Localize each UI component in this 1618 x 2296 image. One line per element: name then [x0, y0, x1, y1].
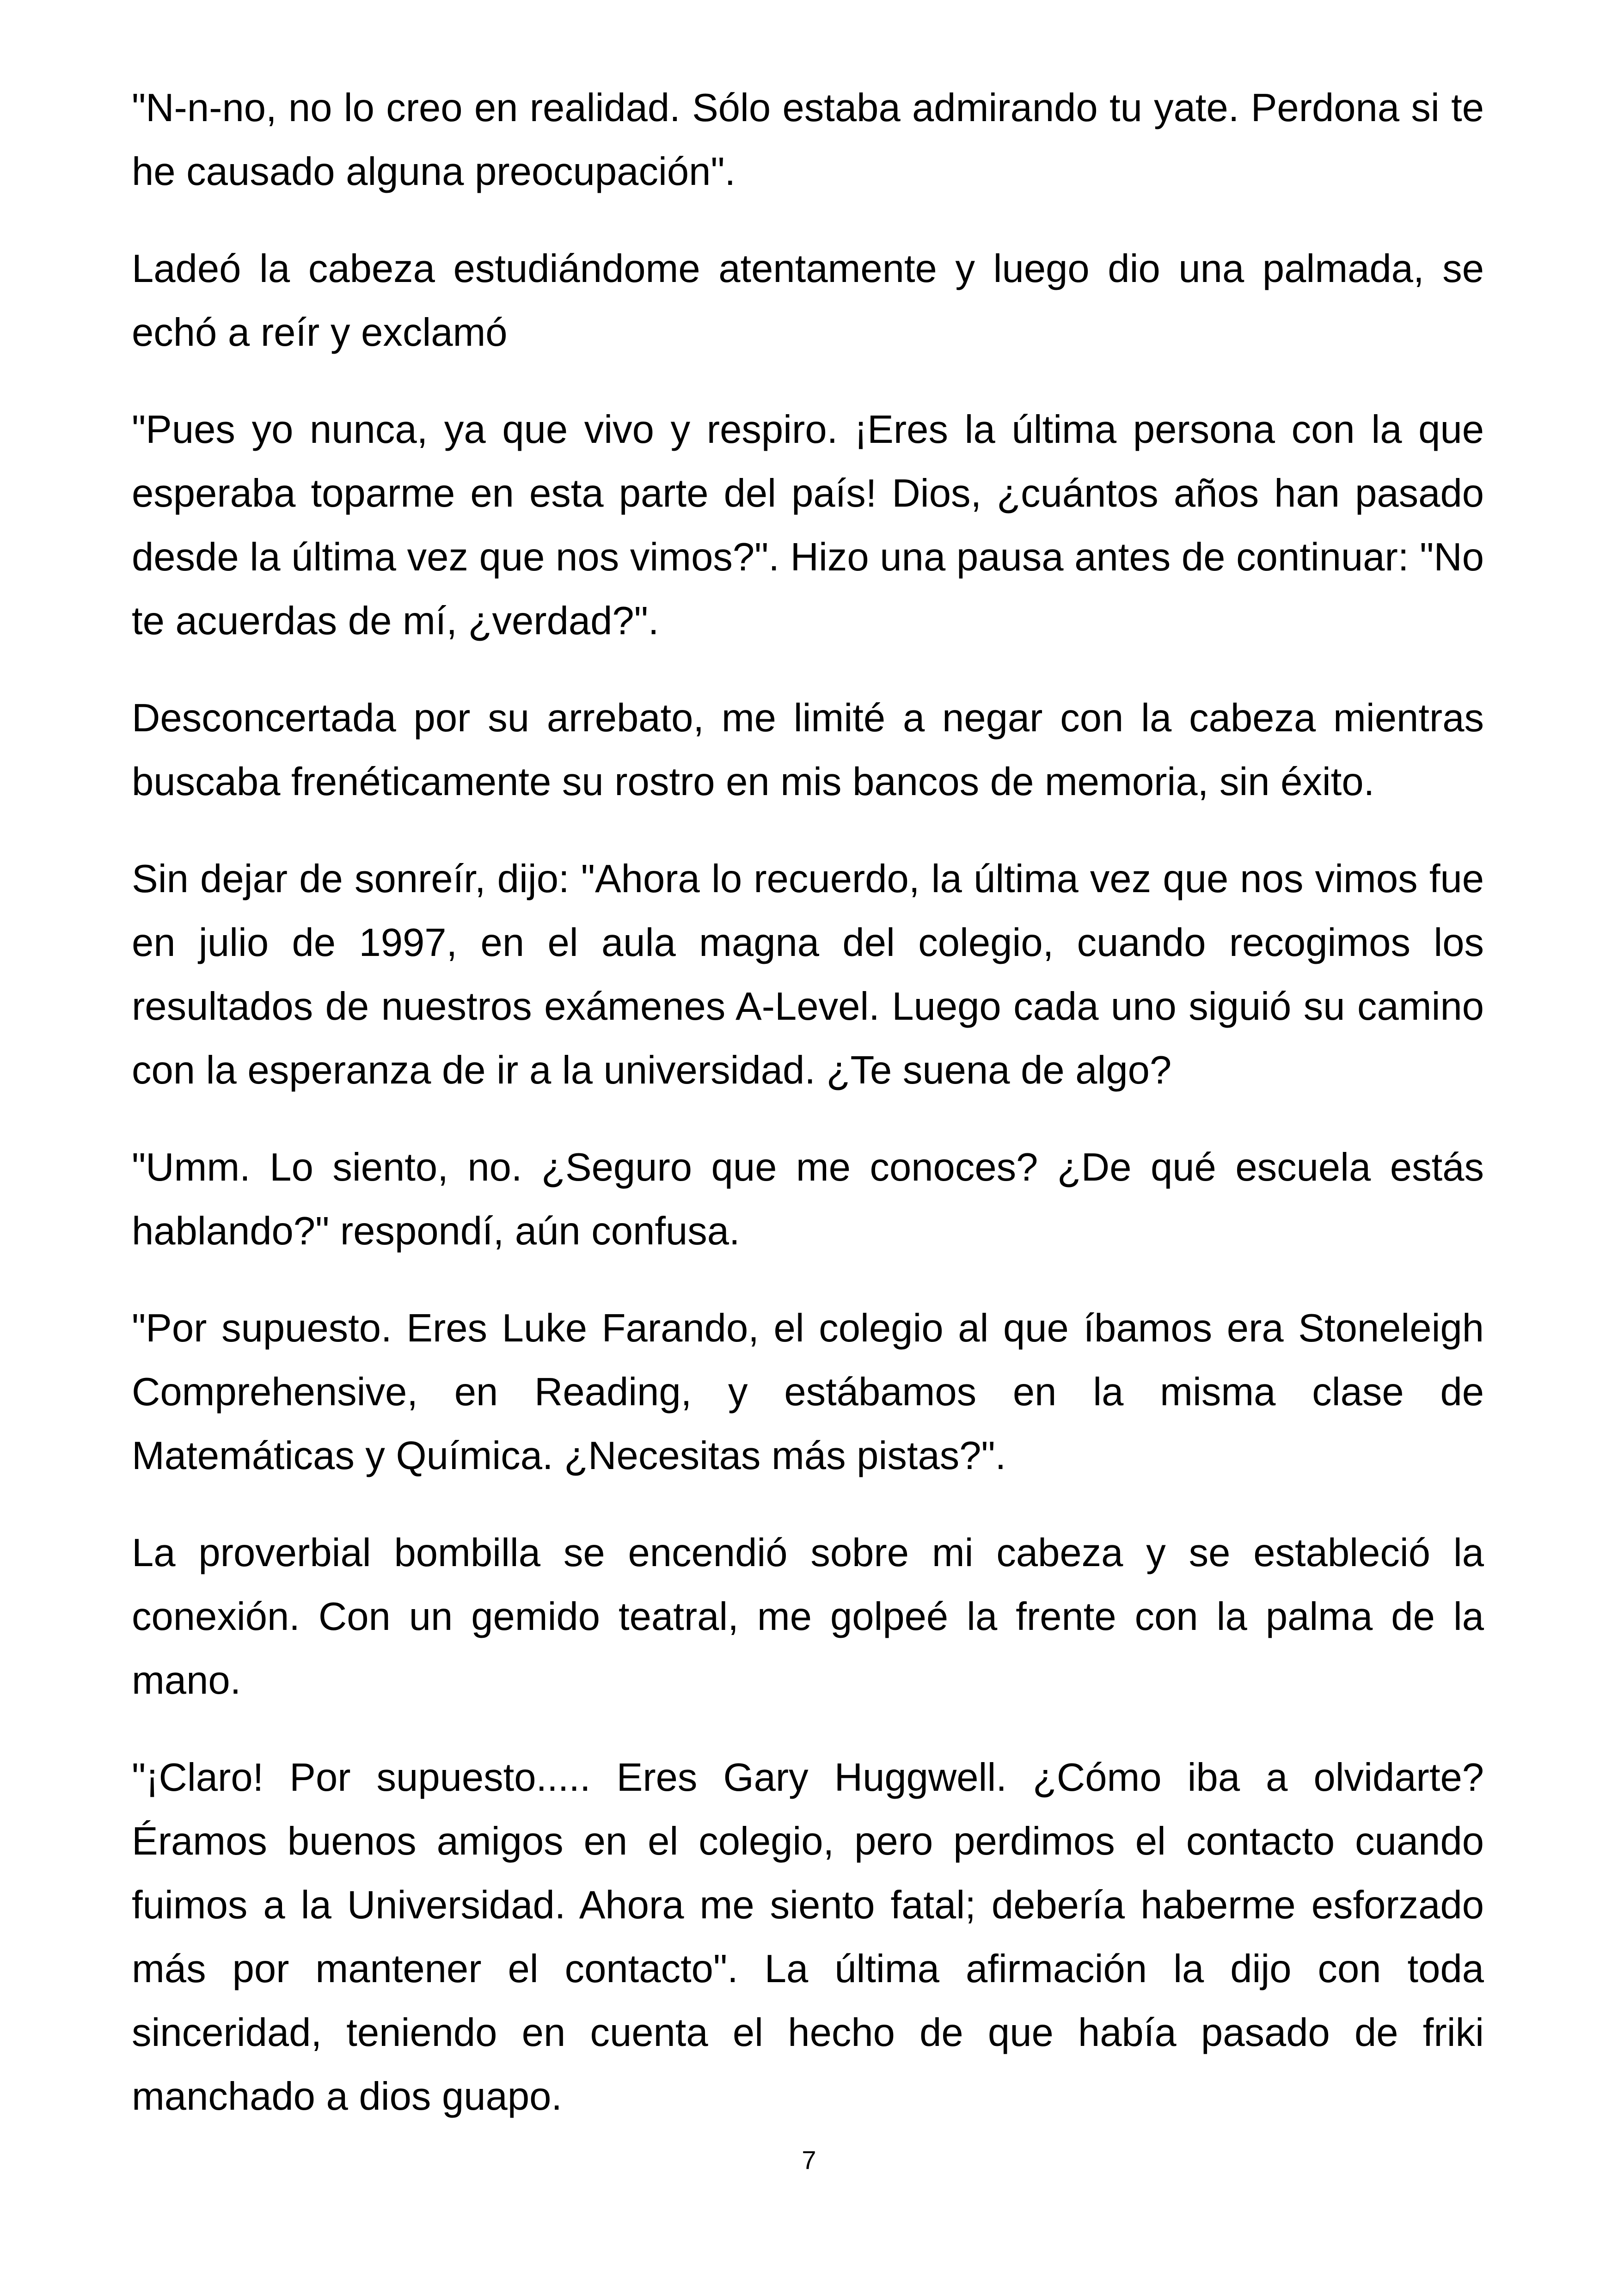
paragraph-5: Sin dejar de sonreír, dijo: "Ahora lo recuerdo, la última vez que nos vimos fue en julio de 1997, en el aula magna del colegio, cuando recogimos los resultados de nuestros exámenes A-Level. Luego cada uno siguió su camino con la esperanza de ir a la universidad. ¿Te suena de algo?: [132, 857, 1484, 1092]
paragraph-9: "¡Claro! Por supuesto..... Eres Gary Huggwell. ¿Cómo iba a olvidarte? Éramos buenos amigos en el colegio, pero perdimos el contacto cuando fuimos a la Universidad. Ahora me siento fatal; debería haberme esforzado más por mantener el contacto". La última afirmación la dijo con toda sinceridad, teniendo en cuenta el hecho de que había pasado de friki manchado a dios guapo.: [132, 1756, 1484, 2118]
paragraph-7: "Por supuesto. Eres Luke Farando, el colegio al que íbamos era Stoneleigh Comprehensive, en Reading, y estábamos en la misma clase de Matemáticas y Química. ¿Necesitas más pistas?".: [132, 1306, 1484, 1478]
page-number: 7: [802, 2145, 816, 2174]
paragraph-6: "Umm. Lo siento, no. ¿Seguro que me conoces? ¿De qué escuela estás hablando?" respondí, aún confusa.: [132, 1145, 1484, 1253]
paragraph-1: "N-n-no, no lo creo en realidad. Sólo estaba admirando tu yate. Perdona si te he causado alguna preocupación".: [132, 86, 1484, 194]
paragraph-2: Ladeó la cabeza estudiándome atentamente y luego dio una palmada, se echó a reír y exclamó: [132, 247, 1484, 355]
paragraph-8: La proverbial bombilla se encendió sobre mi cabeza y se estableció la conexión. Con un gemido teatral, me golpeé la frente con la palma de la mano.: [132, 1531, 1484, 1702]
paragraph-4: Desconcertada por su arrebato, me limité a negar con la cabeza mientras buscaba frenéticamente su rostro en mis bancos de memoria, sin éxito.: [132, 696, 1484, 804]
paragraph-3: "Pues yo nunca, ya que vivo y respiro. ¡Eres la última persona con la que esperaba toparme en esta parte del país! Dios, ¿cuántos años han pasado desde la última vez que nos vimos?". Hizo una pausa antes de continuar: "No te acuerdas de mí, ¿verdad?".: [132, 408, 1484, 643]
body-text: [132, 76, 1484, 2162]
